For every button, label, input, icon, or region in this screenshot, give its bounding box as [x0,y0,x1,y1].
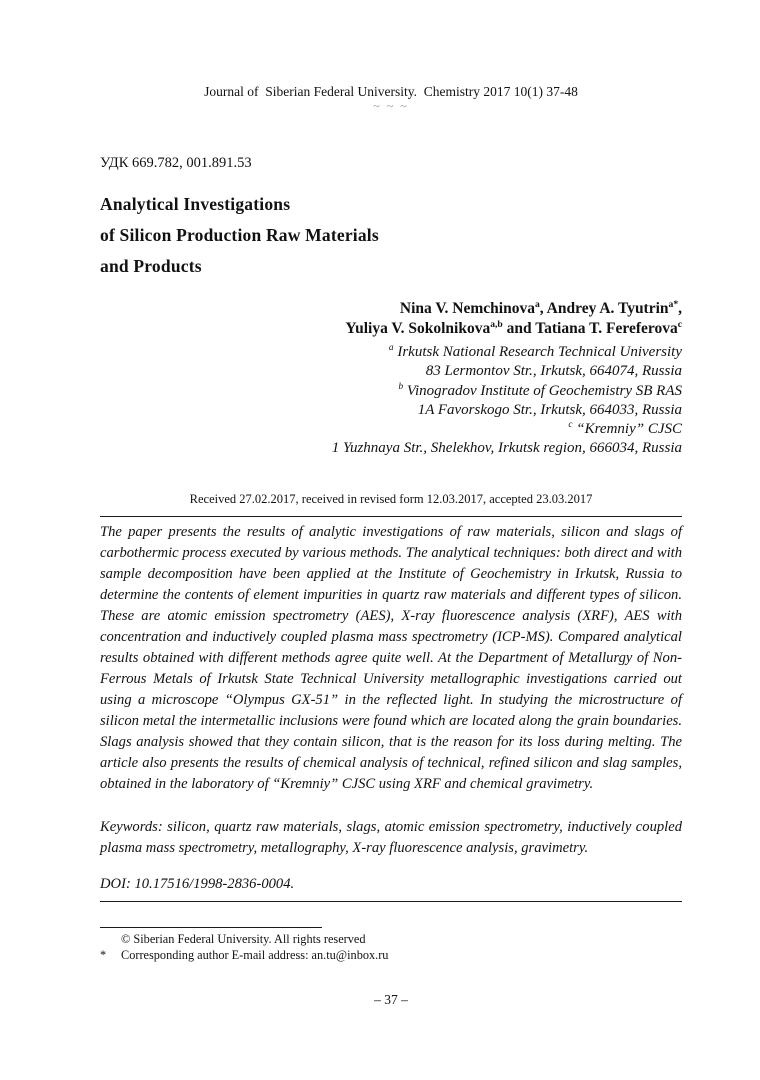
journal-header: Journal of Siberian Federal University. Chemistry 2017 10(1) 37-48 [204,84,578,99]
divider-bottom [100,901,682,902]
affiliation-sup: c [568,420,573,431]
affiliation-text: Irkutsk National Research Technical University [393,344,682,360]
article-title-line: and Products [100,256,202,276]
affiliation-text: 83 Lermontov Str., Irkutsk, 664074, Russia [425,363,682,380]
affiliation-text: 1 Yuzhnaya Str., Shelekhov, Irkutsk region, 666034, Russia [331,440,682,457]
author-name: Yuliya V. Sokolnikova [345,319,491,337]
affiliation-line [100,401,682,420]
affiliations [100,343,682,459]
affiliation-line [100,343,682,362]
affiliation-text: Vinogradov Institute of Geochemistry SB RAS [403,382,682,399]
affiliation-line [100,439,682,458]
authors-block [100,299,682,459]
affiliation-line [100,382,682,401]
author-affil-sup: a [534,298,540,310]
article-title-line: Analytical Investigations [100,194,291,214]
footnote-corresponding-row [100,947,682,963]
author-name: Andrey A. Tyutrin [546,300,669,317]
footnote-copyright: © Siberian Federal University. All rights reserved [121,932,366,946]
article-title-line: of Silicon Production Raw Materials [100,225,379,245]
doi-text: DOI: 10.17516/1998-2836-0004. [100,876,295,892]
author-affil-sup: a* [668,298,679,310]
tilde-separator: ~ ~ ~ [373,99,409,113]
author-line [100,319,682,339]
affiliation-sup: b [398,381,404,392]
author-separator: , [678,300,682,317]
footnote-marker-empty [100,931,121,947]
abstract-text: The paper presents the results of analytic investigations of raw materials, silicon and slags of carbothermic process executed by various methods. The analytical techniques: both direct and with sample decomposition have been applied at the Institute of Geochemistry in Irkutsk, Russia to determine the contents of element impurities in quartz raw materials and different types of silicon. These are atomic emission spectrometry (AES), X-ray fluorescence analysis (XRF), AES with concentration and inductively coupled plasma mass spectrometry (ICP-MS). Compared analytical results obtained with different methods agree quite well. At the Department of Metallurgy of Non-Ferrous Metals of Irkutsk State Technical University metallographic investigations carried out using a microscope “Olympus GX-51” in the reflected light. In studying the microstructure of silicon metal the intermetallic inclusions were found which are located along the grain boundaries. Slags analysis showed that they contain silicon, that is the reason for its loss during melting. The article also presents the results of chemical analysis of technical, refined silicon and slag samples, obtained in the laboratory of “Kremniy” CJSC using XRF and chemical gravimetry. [100,524,682,792]
divider-top [100,516,682,517]
author-name: Nina V. Nemchinova [399,300,535,317]
footnote-corresponding: Corresponding author E-mail address: an.tu@inbox.ru [121,948,389,962]
affiliation-text: 1A Favorskogo Str., Irkutsk, 664033, Russia [417,401,682,418]
author-separator: , [539,300,547,317]
received-dates: Received 27.02.2017, received in revised form 12.03.2017, accepted 23.03.2017 [189,492,593,506]
footnote-copyright-row [100,931,682,947]
affiliation-line [100,420,682,439]
author-line [100,299,682,319]
affiliation-sup: a [388,343,394,353]
author-separator: and [502,319,536,337]
keywords-text: Keywords: silicon, quartz raw materials, slags, atomic emission spectrometry, inductively coupled plasma mass spectrometry, metallography, X-ray fluorescence analysis, gravimetry. [100,819,682,856]
article-title [100,189,682,282]
udk-code: УДК 669.782, 001.891.53 [100,155,252,171]
author-affil-sup: a,b [490,318,503,330]
author-name: Tatiana T. Fereferova [535,319,678,337]
footnote-asterisk: * [100,948,107,962]
affiliation-text: “Kremniy” CJSC [572,421,682,438]
footnote-divider [100,927,322,928]
affiliation-line [100,362,682,381]
page-number: – 37 – [374,992,408,1007]
author-affil-sup: c [677,318,682,330]
